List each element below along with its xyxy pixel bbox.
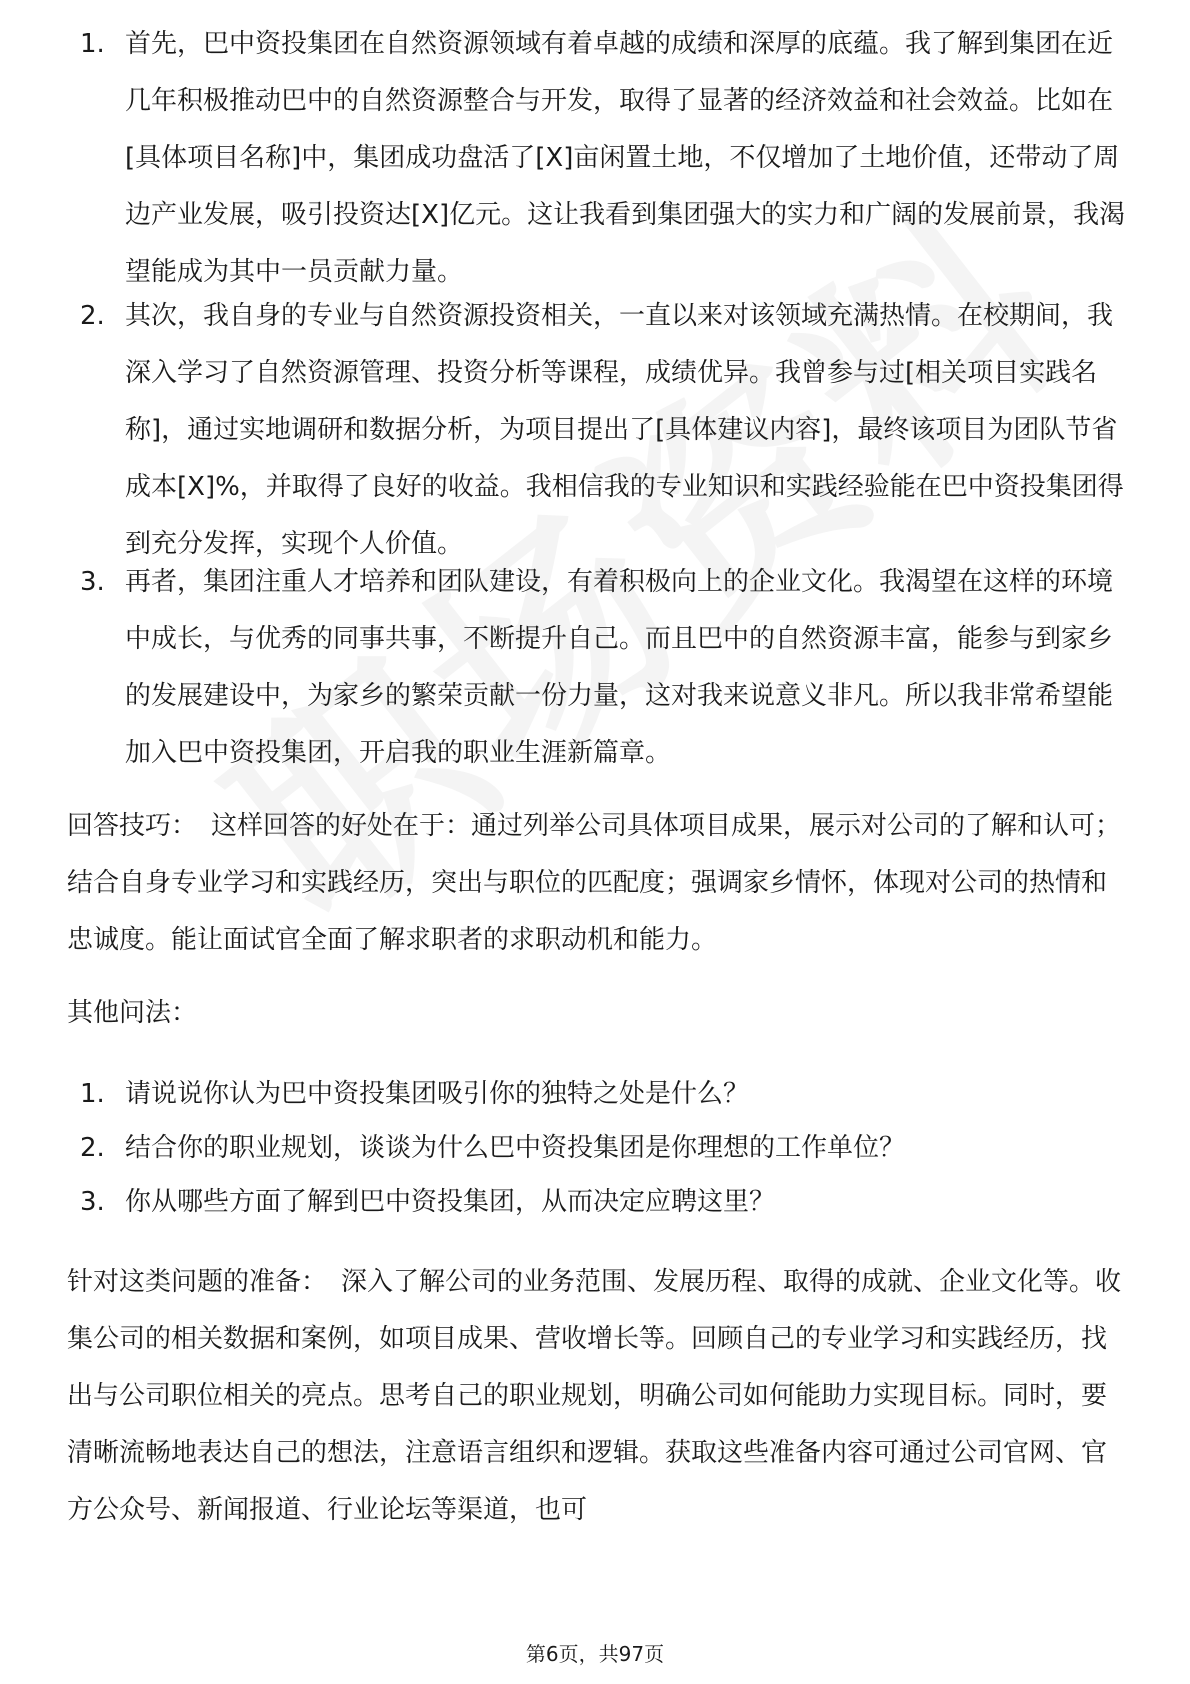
tips-text: 这样回答的好处在于：通过列举公司具体项目成果，展示对公司的了解和认可；结合自身专业学习和实践经历，突出与职位的匹配度；强调家乡情怀，体现对公司的热情和忠诚度。能让面试官全面了解求职者的求职动机和能力。 <box>67 811 1122 955</box>
list-text: 你从哪些方面了解到巴中资投集团，从而决定应聘这里？ <box>125 1187 776 1217</box>
list-number: 3. <box>80 567 105 597</box>
tips-label: 回答技巧： <box>67 811 198 841</box>
other-question-1 <box>80 1066 1130 1123</box>
list-number: 2. <box>80 301 105 331</box>
list-text: 其次，我自身的专业与自然资源投资相关，一直以来对该领域充满热情。在校期间，我深入学习了自然资源管理、投资分析等课程，成绩优异。我曾参与过[相关项目实践名称]，通过实地调研和数据分析，为项目提出了[具体建议内容]，最终该项目为团队节省成本[X]%，并取得了良好的收益。我相信我的专业知识和实践经验能在巴中资投集团得到充分发挥，实现个人价值。 <box>125 301 1124 559</box>
preparation-paragraph <box>67 1254 1130 1539</box>
list-text: 请说说你认为巴中资投集团吸引你的独特之处是什么？ <box>125 1079 750 1109</box>
list-text: 结合你的职业规划，谈谈为什么巴中资投集团是你理想的工作单位？ <box>125 1133 906 1163</box>
other-question-3 <box>80 1174 1130 1231</box>
preparation-label: 针对这类问题的准备： <box>67 1267 328 1297</box>
list-number: 1. <box>80 29 105 59</box>
list-text: 再者，集团注重人才培养和团队建设，有着积极向上的企业文化。我渴望在这样的环境中成长，与优秀的同事共事，不断提升自己。而且巴中的自然资源丰富，能参与到家乡的发展建设中，为家乡的繁荣贡献一份力量，这对我来说意义非凡。所以我非常希望能加入巴中资投集团，开启我的职业生涯新篇章。 <box>125 567 1114 768</box>
other-question-2 <box>80 1120 1130 1177</box>
answer-point-2 <box>80 288 1130 573</box>
answer-point-1 <box>80 16 1130 301</box>
page-number: 第6页，共97页 <box>525 1642 665 1666</box>
list-number: 3. <box>80 1187 105 1217</box>
answer-point-3 <box>80 554 1130 782</box>
list-text: 首先，巴中资投集团在自然资源领域有着卓越的成绩和深厚的底蕴。我了解到集团在近几年积极推动巴中的自然资源整合与开发，取得了显著的经济效益和社会效益。比如在[具体项目名称]中，集团成功盘活了[X]亩闲置土地，不仅增加了土地价值，还带动了周边产业发展，吸引投资达[X]亿元。这让我看到集团强大的实力和广阔的发展前景，我渴望能成为其中一员贡献力量。 <box>125 29 1126 287</box>
preparation-text: 深入了解公司的业务范围、发展历程、取得的成就、企业文化等。收集公司的相关数据和案例，如项目成果、营收增长等。回顾自己的专业学习和实践经历，找出与公司职位相关的亮点。思考自己的职业规划，明确公司如何能助力实现目标。同时，要清晰流畅地表达自己的想法，注意语言组织和逻辑。获取这些准备内容可通过公司官网、官方公众号、新闻报道、行业论坛等渠道，也可 <box>67 1267 1122 1525</box>
list-number: 1. <box>80 1079 105 1109</box>
list-number: 2. <box>80 1133 105 1163</box>
other-questions-heading: 其他问法： <box>67 998 198 1028</box>
tips-paragraph <box>67 798 1130 969</box>
